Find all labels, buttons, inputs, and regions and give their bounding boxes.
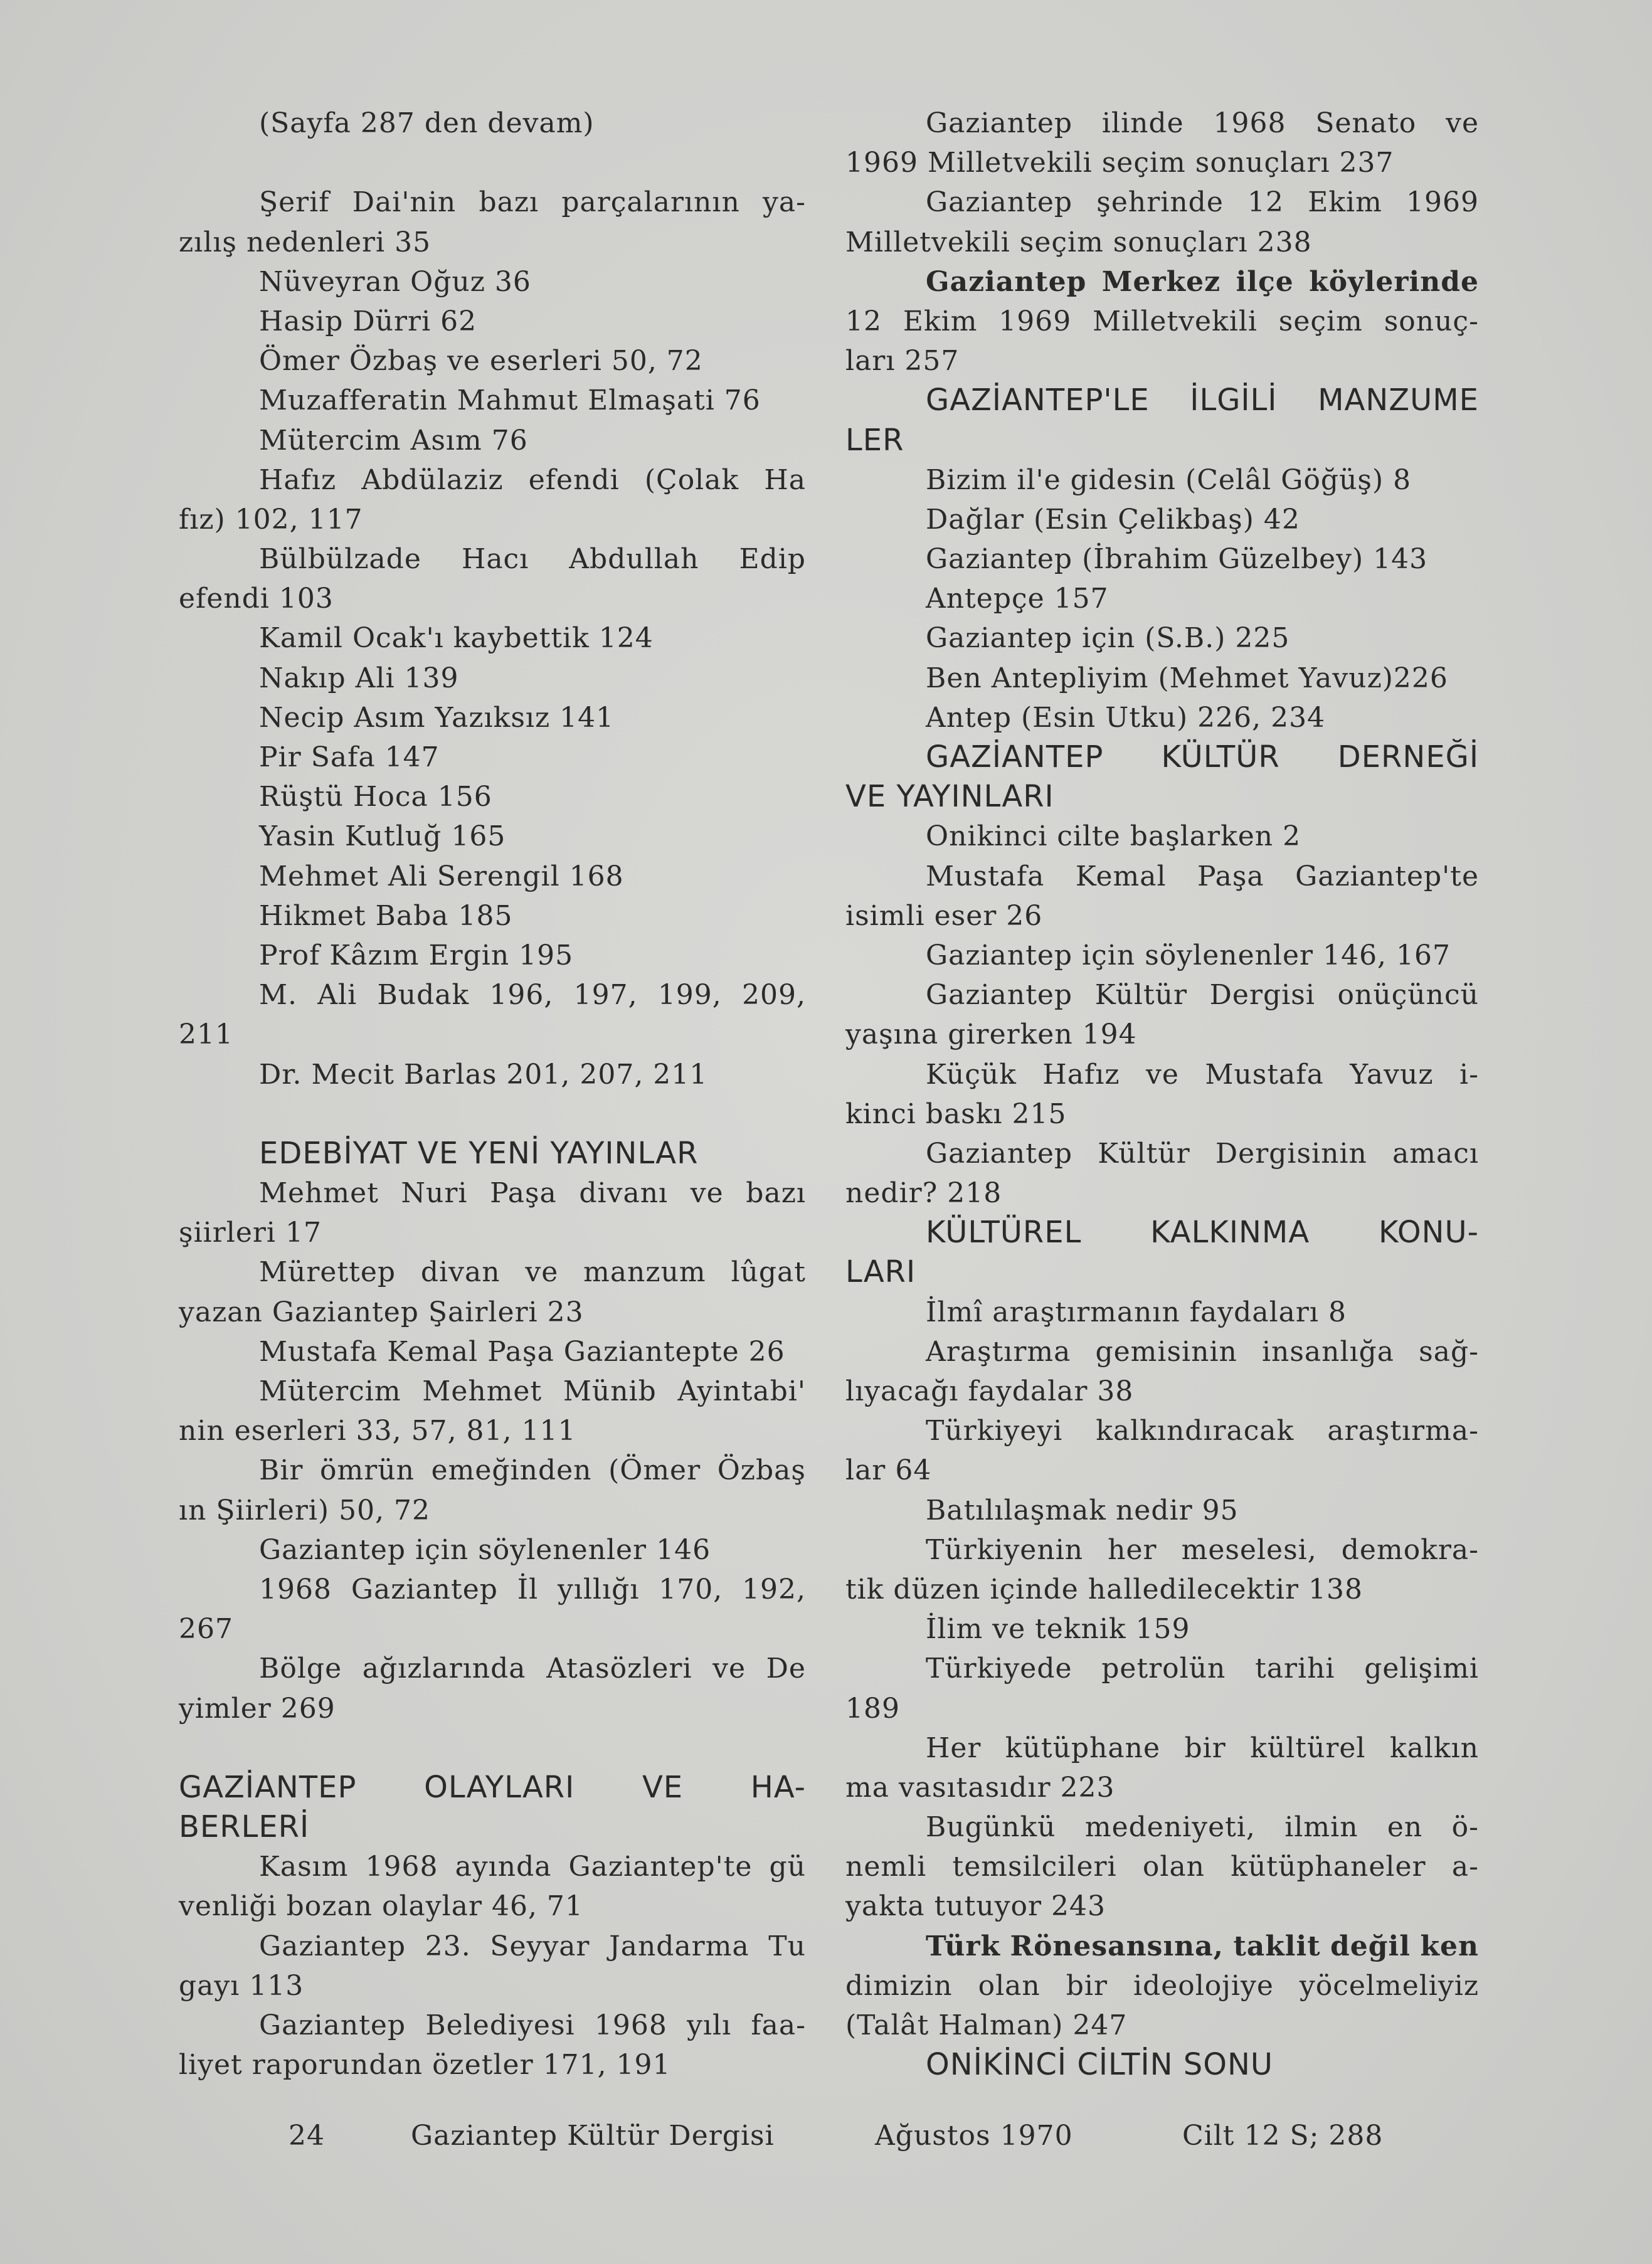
issue-date: Ağustos 1970 — [875, 2120, 1073, 2152]
index-line: isimli eser 26 — [845, 899, 1043, 932]
index-line: Hasip Dürri 62 — [259, 305, 477, 337]
index-line: nin eserleri 33, 57, 81, 111 — [179, 1415, 576, 1447]
index-line: Milletvekili seçim sonuçları 238 — [845, 226, 1312, 258]
index-line: lıyacağı faydalar 38 — [845, 1375, 1134, 1407]
index-line: Gaziantep Belediyesi 1968 yılı faa- — [259, 2009, 806, 2041]
volume-info: Cilt 12 S; 288 — [1182, 2120, 1384, 2152]
page-number: 24 — [289, 2120, 325, 2152]
index-line: Mustafa Kemal Paşa Gaziantep'te — [926, 860, 1479, 892]
index-line: Ömer Özbaş ve eserleri 50, 72 — [259, 345, 703, 378]
blank-line — [179, 143, 806, 182]
blank-line — [179, 1728, 806, 1768]
index-line: 267 — [179, 1613, 233, 1646]
index-line: nemli temsilcileri olan kütüphaneler a- — [845, 1851, 1479, 1883]
index-line: Dağlar (Esin Çelikbaş) 42 — [926, 503, 1300, 536]
index-line: 1968 Gaziantep İl yıllığı 170, 192, — [259, 1573, 806, 1605]
index-line: Onikinci cilte başlarken 2 — [926, 820, 1301, 853]
index-line: Gaziantep 23. Seyyar Jandarma Tu — [259, 1930, 806, 1962]
index-line: Necip Asım Yazıksız 141 — [259, 701, 615, 734]
index-line: Gaziantep için söylenenler 146 — [259, 1533, 711, 1566]
index-line: Rüştü Hoca 156 — [259, 781, 492, 813]
index-line: Gaziantep şehrinde 12 Ekim 1969 — [926, 186, 1479, 219]
blank-line — [179, 1094, 806, 1134]
index-line: Mütercim Asım 76 — [259, 424, 528, 457]
index-line: Nakıp Ali 139 — [259, 662, 459, 694]
index-line: efendi 103 — [179, 583, 334, 615]
index-line: Her kütüphane bir kültürel kalkın — [926, 1732, 1479, 1764]
index-line: Antep (Esin Utku) 226, 234 — [926, 701, 1326, 734]
index-line: nedir? 218 — [845, 1177, 1002, 1210]
index-line: Mehmet Ali Serengil 168 — [259, 860, 624, 892]
index-line: Mehmet Nuri Paşa divanı ve bazı — [259, 1177, 806, 1210]
index-line: (Sayfa 287 den devam) — [259, 107, 595, 139]
index-line: Araştırma gemisinin insanlığa sağ- — [926, 1335, 1479, 1368]
section-heading: EDEBİYAT VE YENİ YAYINLAR — [259, 1135, 699, 1171]
index-line: Gaziantep ilinde 1968 Senato ve — [926, 107, 1479, 139]
section-heading: BERLERİ — [179, 1809, 310, 1845]
index-line: liyet raporundan özetler 171, 191 — [179, 2049, 671, 2082]
index-line: Küçük Hafız ve Mustafa Yavuz i- — [926, 1058, 1479, 1091]
index-line: Hikmet Baba 185 — [259, 899, 513, 932]
index-line: Mürettep divan ve manzum lûgat — [259, 1256, 806, 1289]
index-line: Kasım 1968 ayında Gaziantep'te gü — [259, 1851, 806, 1883]
index-line: yazan Gaziantep Şairleri 23 — [179, 1296, 584, 1328]
index-line: Bir ömrün emeğinden (Ömer Özbaş — [259, 1454, 806, 1487]
index-line: Bülbülzade Hacı Abdullah Edip — [259, 543, 806, 576]
index-line: Mütercim Mehmet Münib Ayintabi' — [259, 1375, 806, 1407]
index-line: Bölge ağızlarında Atasözleri ve De — [259, 1653, 806, 1685]
index-line: lar 64 — [845, 1454, 932, 1487]
left-column — [179, 103, 806, 2085]
index-line: Dr. Mecit Barlas 201, 207, 211 — [259, 1058, 708, 1091]
index-line: Yasin Kutluğ 165 — [259, 820, 506, 853]
index-line: Bugünkü medeniyeti, ilmin en ö- — [926, 1811, 1479, 1844]
index-line: Prof Kâzım Ergin 195 — [259, 939, 574, 971]
index-line: Bizim il'e gidesin (Celâl Göğüş) 8 — [926, 463, 1412, 496]
index-line: Gaziantep Kültür Dergisinin amacı — [926, 1137, 1479, 1170]
index-line: Batılılaşmak nedir 95 — [926, 1494, 1239, 1526]
section-heading: GAZİANTEP KÜLTÜR DERNEĞİ — [926, 739, 1479, 775]
index-line: Mustafa Kemal Paşa Gaziantepte 26 — [259, 1335, 785, 1368]
index-line: Muzafferatin Mahmut Elmaşati 76 — [259, 384, 761, 417]
section-heading: LARI — [845, 1254, 916, 1290]
index-line: İlmî araştırmanın faydaları 8 — [926, 1296, 1347, 1328]
index-line: yaşına girerken 194 — [845, 1018, 1137, 1051]
index-line: Nüveyran Oğuz 36 — [259, 265, 531, 298]
index-line: venliği bozan olaylar 46, 71 — [179, 1890, 583, 1923]
index-line: Gaziantep (İbrahim Güzelbey) 143 — [926, 543, 1428, 576]
index-line: İlim ve teknik 159 — [926, 1613, 1190, 1646]
section-heading: ONİKİNCİ CİLTİN SONU — [926, 2047, 1274, 2083]
index-line: Gaziantep Kültür Dergisi onüçüncü — [926, 979, 1479, 1012]
index-line: Gaziantep Merkez ilçe köylerinde — [926, 265, 1479, 298]
index-line: şiirleri 17 — [179, 1217, 322, 1249]
index-line: yimler 269 — [179, 1692, 336, 1725]
section-heading: VE YAYINLARI — [845, 779, 1054, 815]
index-line: ma vasıtasıdır 223 — [845, 1771, 1115, 1804]
index-line: 211 — [179, 1018, 233, 1051]
index-line: 189 — [845, 1692, 900, 1725]
index-line: Şerif Dai'nin bazı parçalarının ya- — [259, 186, 806, 219]
index-line: Gaziantep için söylenenler 146, 167 — [926, 939, 1451, 971]
section-heading: LER — [845, 422, 904, 458]
index-line: zılış nedenleri 35 — [179, 226, 432, 258]
section-heading: GAZİANTEP OLAYLARI VE HA- — [179, 1769, 806, 1805]
index-line: Türkiyede petrolün tarihi gelişimi — [926, 1653, 1479, 1685]
index-line: Gaziantep için (S.B.) 225 — [926, 622, 1290, 655]
section-heading: GAZİANTEP'LE İLGİLİ MANZUME — [926, 383, 1479, 418]
index-line: Hafız Abdülaziz efendi (Çolak Ha — [259, 463, 806, 496]
index-line: M. Ali Budak 196, 197, 199, 209, — [259, 979, 806, 1012]
index-line: gayı 113 — [179, 1969, 304, 2002]
index-line: 1969 Milletvekili seçim sonuçları 237 — [845, 147, 1394, 179]
index-line: ın Şiirleri) 50, 72 — [179, 1494, 431, 1526]
index-line: Ben Antepliyim (Mehmet Yavuz)226 — [926, 662, 1448, 694]
index-line: kinci baskı 215 — [845, 1098, 1067, 1130]
journal-name: Gaziantep Kültür Dergisi — [411, 2120, 775, 2152]
index-line: Türkiyenin her meselesi, demokra- — [926, 1533, 1479, 1566]
index-line: (Talât Halman) 247 — [845, 2009, 1128, 2041]
index-line: dimizin olan bir ideolojiye yöcelmeliyiz — [845, 1969, 1479, 2002]
index-line: Antepçe 157 — [926, 583, 1109, 615]
section-heading: KÜLTÜREL KALKINMA KONU- — [926, 1215, 1479, 1251]
index-line: tik düzen içinde halledilecektir 138 — [845, 1573, 1363, 1605]
index-line: fız) 102, 117 — [179, 503, 363, 536]
index-line: yakta tutuyor 243 — [845, 1890, 1106, 1923]
index-line: Türkiyeyi kalkındıracak araştırma- — [926, 1415, 1479, 1447]
index-line: 12 Ekim 1969 Milletvekili seçim sonuç- — [845, 305, 1479, 337]
index-line: ları 257 — [845, 345, 960, 378]
index-line: Türk Rönesansına, taklit değil ken — [926, 1930, 1479, 1962]
index-line: Kamil Ocak'ı kaybettik 124 — [259, 622, 654, 655]
right-column — [845, 103, 1479, 2085]
index-line: Pir Safa 147 — [259, 741, 440, 773]
